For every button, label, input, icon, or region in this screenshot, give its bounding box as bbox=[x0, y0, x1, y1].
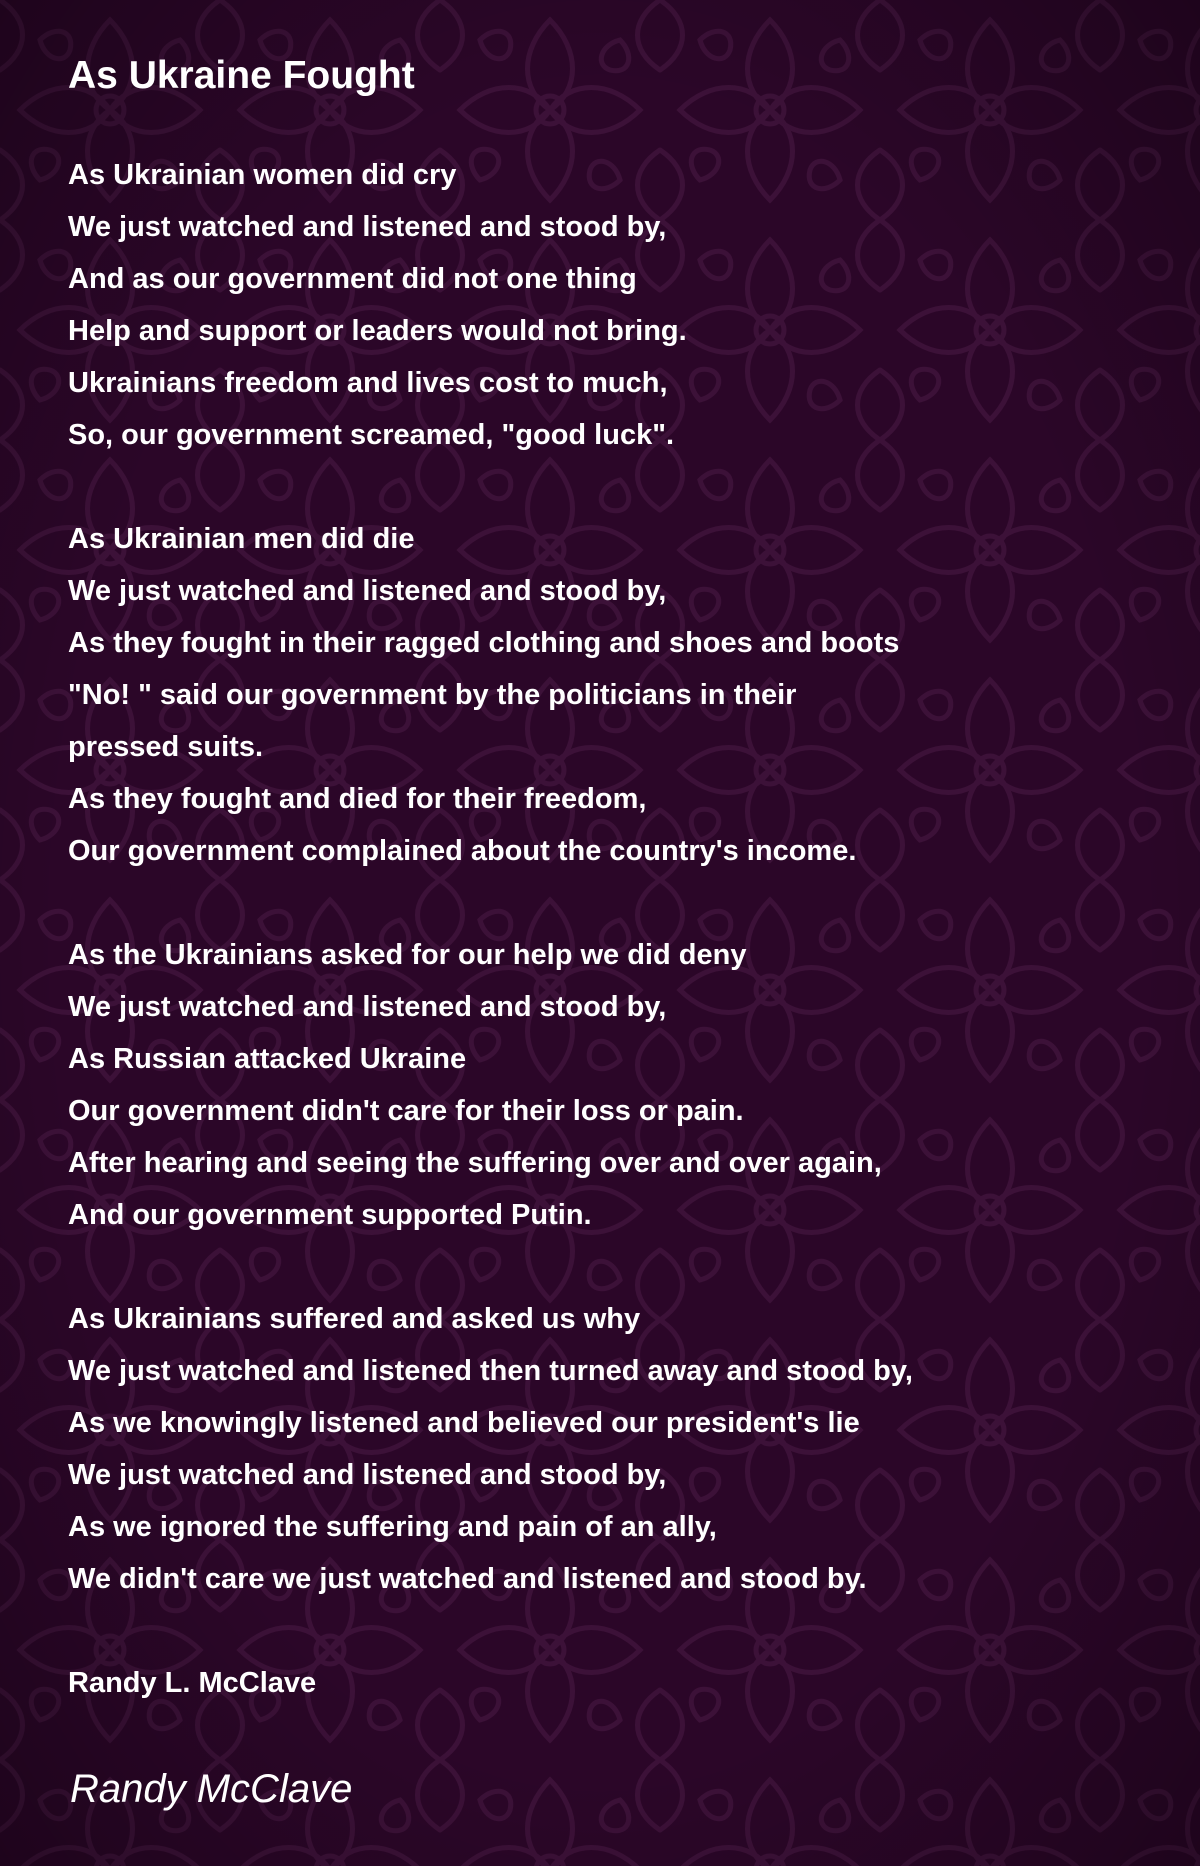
poem-line: Our government didn't care for their loss or pain. bbox=[68, 1095, 744, 1127]
poem-line: As we ignored the suffering and pain of an ally, bbox=[68, 1511, 717, 1543]
poem-line: We didn't care we just watched and listened and stood by. bbox=[68, 1563, 867, 1595]
poem-line: And as our government did not one thing bbox=[68, 263, 637, 295]
poem-line: pressed suits. bbox=[68, 731, 264, 763]
poem-line: We just watched and listened then turned away and stood by, bbox=[68, 1355, 913, 1387]
poem-line: We just watched and listened and stood by, bbox=[68, 575, 667, 607]
poem-line: After hearing and seeing the suffering over and over again, bbox=[68, 1147, 882, 1179]
poem-line: "No! " said our government by the politicians in their bbox=[68, 679, 797, 711]
poem-byline: Randy L. McClave bbox=[68, 1667, 317, 1699]
stanza-1 bbox=[68, 149, 687, 461]
poem-line: As they fought and died for their freedom, bbox=[68, 783, 647, 815]
poem-line: As Ukrainian men did die bbox=[68, 523, 415, 555]
poem-line: Help and support or leaders would not bring. bbox=[68, 315, 687, 347]
poem-line: As Ukrainian women did cry bbox=[68, 159, 457, 191]
poem-line: We just watched and listened and stood by, bbox=[68, 1459, 667, 1491]
poem-line: Our government complained about the country's income. bbox=[68, 835, 857, 867]
poem-title: As Ukraine Fought bbox=[68, 54, 415, 97]
poem-line: As we knowingly listened and believed our president's lie bbox=[68, 1407, 860, 1439]
poem-line: As Ukrainians suffered and asked us why bbox=[68, 1303, 641, 1335]
poem-line: And our government supported Putin. bbox=[68, 1199, 592, 1231]
poem-line: As they fought in their ragged clothing and shoes and boots bbox=[68, 627, 900, 659]
poet-signature: Randy McClave bbox=[70, 1767, 353, 1811]
stanza-2 bbox=[68, 513, 899, 877]
poem-line: As Russian attacked Ukraine bbox=[68, 1043, 467, 1075]
stanza-3 bbox=[68, 929, 882, 1241]
poem-line: We just watched and listened and stood by, bbox=[68, 991, 667, 1023]
stanza-4 bbox=[68, 1293, 913, 1605]
poem-line: So, our government screamed, "good luck". bbox=[68, 419, 675, 451]
poem-line: Ukrainians freedom and lives cost to much, bbox=[68, 367, 668, 399]
poem-line: As the Ukrainians asked for our help we did deny bbox=[68, 939, 747, 971]
poem-line: We just watched and listened and stood by, bbox=[68, 211, 667, 243]
